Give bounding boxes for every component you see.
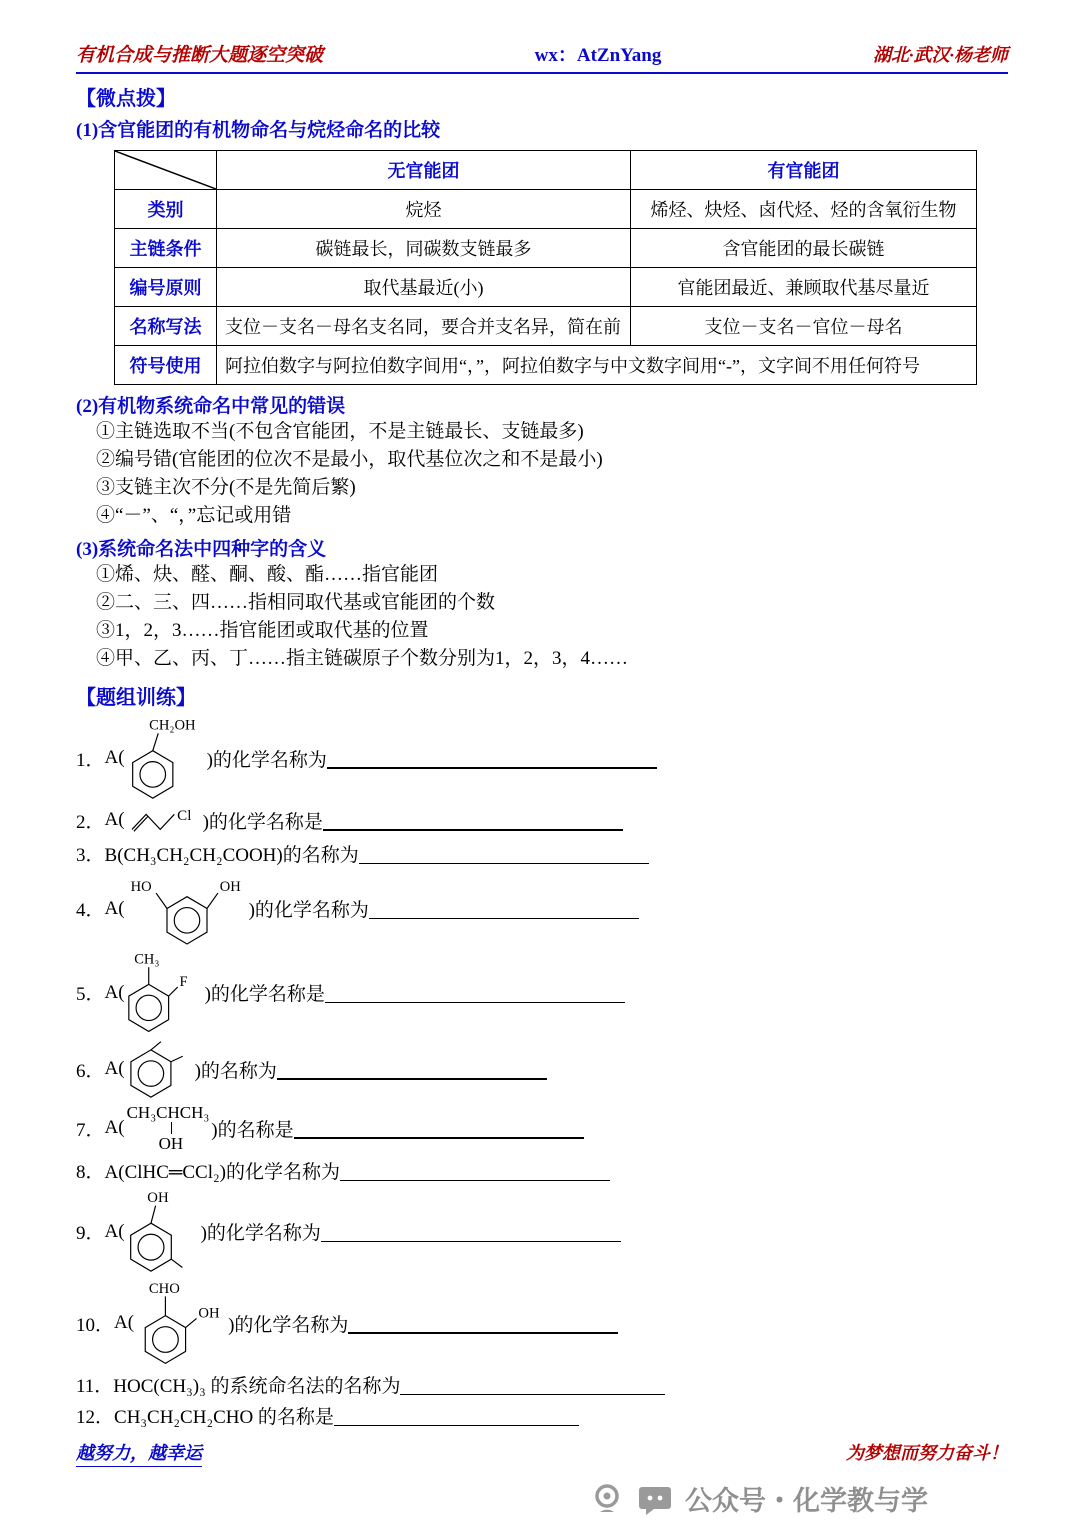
cell-span: 阿拉伯数字与阿拉伯数字间用“，”，阿拉伯数字与中文数字间用“-”，文字间不用任何符号 bbox=[217, 346, 977, 385]
answer-blank bbox=[348, 1332, 618, 1333]
question-post: )的名称是 bbox=[211, 1119, 294, 1141]
question-list bbox=[76, 716, 1008, 1429]
chat-bubble-icon bbox=[637, 1481, 673, 1517]
answer-blank bbox=[359, 863, 649, 864]
question-pre: A( bbox=[104, 1058, 125, 1079]
structure-allyl-chloride bbox=[127, 804, 201, 836]
part3-item-1: ①烯、炔、醛、酮、酸、酯……指官能团 bbox=[96, 564, 439, 585]
question-number: 8． bbox=[76, 1162, 105, 1183]
question-11 bbox=[76, 1371, 1008, 1398]
question-pre: A( bbox=[114, 1312, 135, 1333]
header-wechat-id: wx：AtZnYang bbox=[534, 45, 662, 66]
question-number: 4． bbox=[76, 900, 105, 921]
table-header-row bbox=[115, 151, 977, 190]
row-label: 编号原则 bbox=[115, 268, 217, 307]
structure-benzyl-alcohol bbox=[127, 716, 205, 800]
question-post: )的化学名称为 bbox=[200, 1223, 321, 1244]
diagonal-line bbox=[115, 151, 216, 189]
table-row bbox=[115, 190, 977, 229]
question-9 bbox=[76, 1188, 1008, 1275]
row-label: 名称写法 bbox=[115, 307, 217, 346]
question-12 bbox=[76, 1402, 1008, 1429]
question-pre: A( bbox=[104, 809, 125, 830]
footer-motto-left: 越努力，越幸运 bbox=[76, 1439, 202, 1467]
watermark bbox=[76, 1479, 1008, 1518]
question-post: )的化学名称为 bbox=[248, 900, 369, 921]
structure-isopropanol bbox=[127, 1103, 210, 1153]
cell-fg: 支位－支名－官位－母名 bbox=[631, 307, 977, 346]
formula-top: CH₃CHCH₃ bbox=[126, 1103, 210, 1122]
structure-fluorotoluene bbox=[127, 950, 203, 1035]
part2-item-3: ③支链主次不分(不是先简后繁) bbox=[96, 477, 356, 498]
table-row bbox=[115, 346, 977, 385]
substituent-label: CH₃ bbox=[133, 951, 159, 968]
camera-logo-icon bbox=[589, 1481, 625, 1517]
question-post: )的名称为 bbox=[194, 1060, 277, 1082]
question-number: 7． bbox=[76, 1119, 105, 1141]
question-pre: A( bbox=[104, 1117, 125, 1138]
part2-item-2: ②编号错(官能团的位次不是最小，取代基位次之和不是最小) bbox=[96, 449, 603, 470]
question-post: )的化学名称是 bbox=[202, 811, 323, 833]
substituent-label: CHO bbox=[148, 1280, 180, 1297]
table-row bbox=[115, 307, 977, 346]
question-2 bbox=[76, 804, 1008, 836]
cell-fg: 烯烃、炔烃、卤代烃、烃的含氧衍生物 bbox=[631, 190, 977, 229]
substituent-label: OH bbox=[219, 879, 241, 896]
cell-fg: 含官能团的最长碳链 bbox=[631, 229, 977, 268]
answer-blank bbox=[334, 1425, 579, 1426]
cell-no-fg: 烷烃 bbox=[217, 190, 631, 229]
question-post: )的化学名称为 bbox=[228, 1314, 349, 1336]
substituent-label: CH₂OH bbox=[148, 717, 196, 734]
question-pre: A( bbox=[104, 1220, 125, 1242]
part3-title: (3)系统命名法中四种字的含义 bbox=[76, 539, 327, 560]
col-header-fg: 有官能团 bbox=[631, 151, 977, 190]
question-post: )的化学名称是 bbox=[204, 984, 325, 1005]
row-label: 主链条件 bbox=[115, 229, 217, 268]
header-title-left: 有机合成与推断大题逐空突破 bbox=[76, 45, 324, 66]
answer-blank bbox=[294, 1137, 584, 1138]
question-post: )的化学名称为 bbox=[206, 749, 327, 771]
structure-xylene bbox=[127, 1039, 193, 1099]
question-text: HOC(CH₃)₃ 的系统命名法的名称为 bbox=[113, 1376, 401, 1397]
part3-item-4: ④甲、乙、丙、丁……指主链碳原子个数分别为1，2，3，4…… bbox=[96, 648, 629, 669]
question-5 bbox=[76, 950, 1008, 1035]
table-row bbox=[115, 229, 977, 268]
question-number: 9． bbox=[76, 1223, 105, 1244]
answer-blank bbox=[327, 767, 657, 768]
answer-blank bbox=[277, 1078, 547, 1079]
question-text: CH₃CH₂CH₂CHO 的名称是 bbox=[114, 1407, 334, 1428]
section-tips-title: 【微点拨】 bbox=[76, 88, 176, 110]
structure-salicylaldehyde bbox=[136, 1279, 226, 1367]
question-text: B(CH₃CH₂CH₂COOH)的名称为 bbox=[104, 845, 359, 866]
section-train-title: 【题组训练】 bbox=[76, 687, 196, 709]
row-label: 类别 bbox=[115, 190, 217, 229]
question-number: 1． bbox=[76, 749, 105, 771]
question-4 bbox=[76, 871, 1008, 946]
header-author: 湖北·武汉·杨老师 bbox=[873, 45, 1008, 65]
question-10 bbox=[76, 1279, 1008, 1367]
part3-item-3: ③1，2，3……指官能团或取代基的位置 bbox=[96, 620, 429, 641]
question-number: 2． bbox=[76, 811, 105, 833]
question-text: A(ClHC═CCl₂)的化学名称为 bbox=[104, 1162, 340, 1183]
question-number: 3． bbox=[76, 845, 105, 866]
col-header-no-fg: 无官能团 bbox=[217, 151, 631, 190]
part2-item-4: ④“－”、“，”忘记或用错 bbox=[96, 505, 292, 526]
question-pre: A( bbox=[104, 897, 125, 919]
part2-item-1: ①主链选取不当(不包含官能团，不是主链最长、支链最多) bbox=[96, 421, 584, 442]
substituent-label: Cl bbox=[176, 808, 191, 824]
row-label: 符号使用 bbox=[115, 346, 217, 385]
question-3 bbox=[76, 840, 1008, 867]
part2-title: (2)有机物系统命名中常见的错误 bbox=[76, 396, 346, 417]
answer-blank bbox=[340, 1180, 610, 1181]
question-number: 6． bbox=[76, 1060, 105, 1082]
cell-no-fg: 碳链最长，同碳数支链最多 bbox=[217, 229, 631, 268]
answer-blank bbox=[400, 1394, 665, 1395]
answer-blank bbox=[325, 1002, 625, 1003]
structure-resorcinol bbox=[127, 871, 247, 946]
question-number: 12． bbox=[76, 1407, 115, 1428]
question-number: 10． bbox=[76, 1314, 115, 1336]
substituent-label: F bbox=[179, 974, 188, 991]
substituent-label: OH bbox=[146, 1189, 169, 1206]
cell-fg: 官能团最近、兼顾取代基尽量近 bbox=[631, 268, 977, 307]
diagonal-cell bbox=[115, 151, 217, 190]
page-header bbox=[76, 40, 1008, 74]
comparison-table bbox=[114, 150, 977, 385]
question-number: 11． bbox=[76, 1376, 114, 1397]
question-pre: A( bbox=[104, 981, 125, 1003]
substituent-label: HO bbox=[130, 879, 152, 896]
substituent-label: OH bbox=[198, 1305, 220, 1322]
footer-motto-right: 为梦想而努力奋斗！ bbox=[846, 1443, 1008, 1463]
answer-blank bbox=[323, 829, 623, 830]
page-footer bbox=[76, 1439, 1008, 1467]
formula-bottom: OH bbox=[158, 1134, 184, 1153]
watermark-text: 公众号・化学教与学 bbox=[685, 1486, 928, 1516]
question-1 bbox=[76, 716, 1008, 800]
part1-title: (1)含官能团的有机物命名与烷烃命名的比较 bbox=[76, 120, 441, 141]
question-8 bbox=[76, 1157, 1008, 1184]
bond-line bbox=[171, 1122, 172, 1134]
table-row bbox=[115, 268, 977, 307]
structure-cresol bbox=[127, 1188, 199, 1275]
question-7 bbox=[76, 1103, 1008, 1153]
answer-blank bbox=[321, 1241, 621, 1242]
cell-no-fg: 支位－支名－母名支名同，要合并支名异，简在前 bbox=[217, 307, 631, 346]
cell-no-fg: 取代基最近(小) bbox=[217, 268, 631, 307]
question-6 bbox=[76, 1039, 1008, 1099]
question-pre: A( bbox=[104, 747, 125, 768]
part3-item-2: ②二、三、四……指相同取代基或官能团的个数 bbox=[96, 592, 496, 613]
question-number: 5． bbox=[76, 984, 105, 1005]
answer-blank bbox=[369, 918, 639, 919]
